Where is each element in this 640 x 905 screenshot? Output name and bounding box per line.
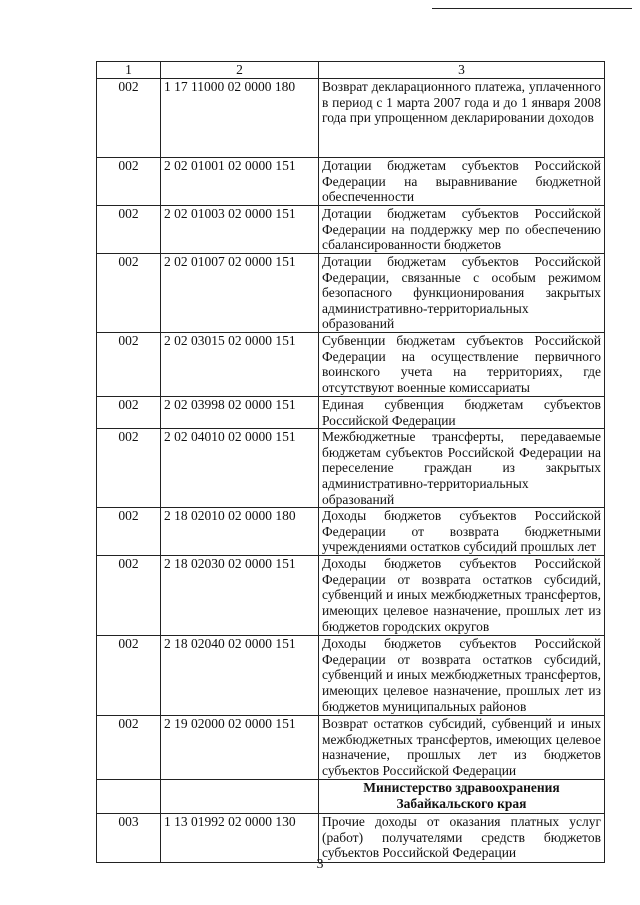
table-row <box>97 508 605 556</box>
admin-code-cell: 003 <box>97 814 161 863</box>
section-title: Министерство здравоохранения Забайкальского края <box>319 780 605 814</box>
revenue-description-cell: Доходы бюджетов субъектов Российской Федерации от возврата остатков субсидий, субвенций и иных межбюджетных трансфертов, имеющих целевое назначение, прошлых лет из бюджетов муниципальных районов <box>319 636 605 716</box>
admin-code-cell: 002 <box>97 716 161 780</box>
table-header-row <box>97 62 605 79</box>
revenue-code-cell: 2 18 02030 02 0000 151 <box>161 556 319 636</box>
revenue-code-cell: 1 13 01992 02 0000 130 <box>161 814 319 863</box>
page-number: 3 <box>316 857 324 872</box>
admin-code-cell: 002 <box>97 158 161 206</box>
table-row <box>97 556 605 636</box>
revenue-code-cell: 2 02 03998 02 0000 151 <box>161 396 319 428</box>
revenue-code-cell: 2 19 02000 02 0000 151 <box>161 716 319 780</box>
table-row <box>97 636 605 716</box>
column-header-1: 1 <box>97 62 161 79</box>
revenue-description-cell: Дотации бюджетам субъектов Российской Федерации, связанные с особым режимом безопасного функционирования закрытых административно-территориальных образований <box>319 254 605 333</box>
revenue-description-cell: Единая субвенция бюджетам субъектов Российской Федерации <box>319 396 605 428</box>
revenue-code-cell: 2 18 02040 02 0000 151 <box>161 636 319 716</box>
revenue-code-cell: 2 02 04010 02 0000 151 <box>161 429 319 508</box>
section-empty-cell <box>161 780 319 814</box>
revenue-description-cell: Дотации бюджетам субъектов Российской Федерации на поддержку мер по обеспечению сбалансированности бюджетов <box>319 206 605 254</box>
revenue-description-cell: Доходы бюджетов субъектов Российской Федерации от возврата остатков субсидий, субвенций и иных межбюджетных трансфертов, имеющих целевое назначение, прошлых лет из бюджетов городских округов <box>319 556 605 636</box>
admin-code-cell: 002 <box>97 508 161 556</box>
table-row <box>97 254 605 333</box>
revenue-code-cell: 2 02 01001 02 0000 151 <box>161 158 319 206</box>
revenue-code-cell: 2 02 01007 02 0000 151 <box>161 254 319 333</box>
revenue-code-cell: 1 17 11000 02 0000 180 <box>161 79 319 158</box>
admin-code-cell: 002 <box>97 556 161 636</box>
revenue-codes-table <box>96 61 605 863</box>
revenue-description-cell: Субвенции бюджетам субъектов Российской Федерации на осуществление первичного воинского учета на территориях, где отсутствуют военные комиссариаты <box>319 332 605 396</box>
column-header-2: 2 <box>161 62 319 79</box>
admin-code-cell: 002 <box>97 254 161 333</box>
revenue-description-cell: Прочие доходы от оказания платных услуг (работ) получателями средств бюджетов субъектов Российской Федерации <box>319 814 605 863</box>
revenue-code-cell: 2 02 01003 02 0000 151 <box>161 206 319 254</box>
revenue-description-cell: Возврат декларационного платежа, уплаченного в период с 1 марта 2007 года и до 1 января 2008 года при упрощенном декларировании доходов <box>319 79 605 158</box>
admin-code-cell: 002 <box>97 79 161 158</box>
admin-code-cell: 002 <box>97 429 161 508</box>
column-header-3: 3 <box>319 62 605 79</box>
table-row <box>97 814 605 863</box>
table-row <box>97 716 605 780</box>
table-row <box>97 429 605 508</box>
revenue-code-cell: 2 02 03015 02 0000 151 <box>161 332 319 396</box>
table-row <box>97 206 605 254</box>
revenue-description-cell: Доходы бюджетов субъектов Российской Федерации от возврата бюджетными учреждениями остатков субсидий прошлых лет <box>319 508 605 556</box>
revenue-description-cell: Дотации бюджетам субъектов Российской Федерации на выравнивание бюджетной обеспеченности <box>319 158 605 206</box>
header-rule <box>432 8 632 9</box>
admin-code-cell: 002 <box>97 206 161 254</box>
admin-code-cell: 002 <box>97 636 161 716</box>
revenue-description-cell: Межбюджетные трансферты, передаваемые бюджетам субъектов Российской Федерации на переселение граждан из закрытых административно-территориальных образований <box>319 429 605 508</box>
table-row <box>97 332 605 396</box>
table-row <box>97 158 605 206</box>
admin-code-cell: 002 <box>97 396 161 428</box>
section-empty-cell <box>97 780 161 814</box>
revenue-description-cell: Возврат остатков субсидий, субвенций и иных межбюджетных трансфертов, имеющих целевое назначение, прошлых лет из бюджетов субъектов Российской Федерации <box>319 716 605 780</box>
section-row <box>97 780 605 814</box>
revenue-code-cell: 2 18 02010 02 0000 180 <box>161 508 319 556</box>
table-row <box>97 396 605 428</box>
admin-code-cell: 002 <box>97 332 161 396</box>
table-row <box>97 79 605 158</box>
